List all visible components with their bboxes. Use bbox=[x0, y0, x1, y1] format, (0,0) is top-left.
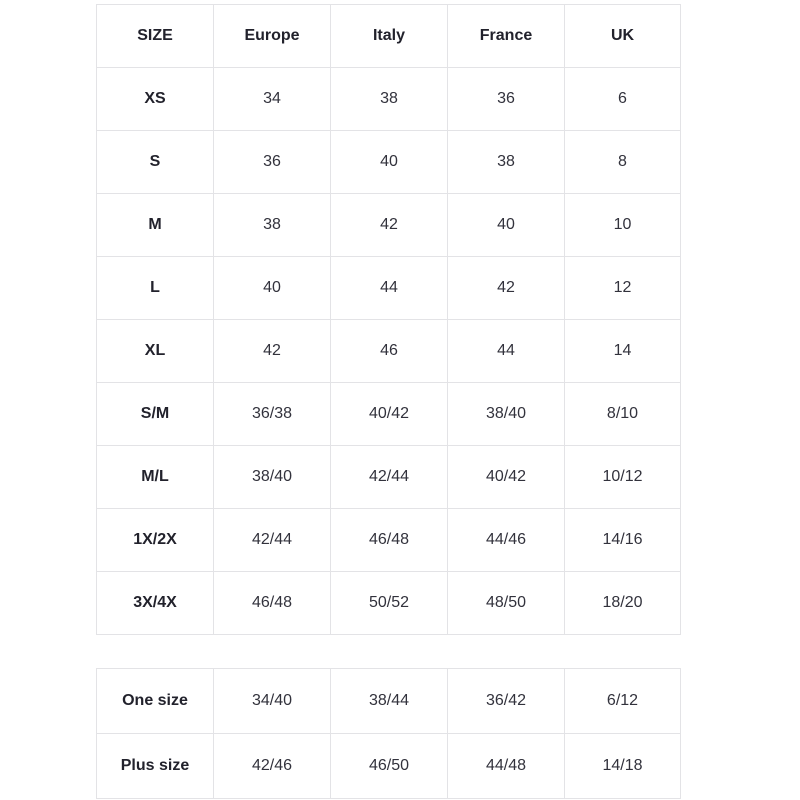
row-label: M/L bbox=[97, 446, 214, 509]
cell-france: 38/40 bbox=[448, 383, 565, 446]
column-header-france: France bbox=[448, 5, 565, 68]
cell-europe: 46/48 bbox=[214, 572, 331, 635]
cell-italy: 38/44 bbox=[331, 669, 448, 734]
row-label: XS bbox=[97, 68, 214, 131]
row-label: M bbox=[97, 194, 214, 257]
cell-uk: 6/12 bbox=[565, 669, 681, 734]
table-row bbox=[97, 131, 681, 194]
table-body bbox=[97, 68, 681, 635]
cell-italy: 44 bbox=[331, 257, 448, 320]
cell-france: 42 bbox=[448, 257, 565, 320]
row-label: S bbox=[97, 131, 214, 194]
cell-europe: 42 bbox=[214, 320, 331, 383]
column-header-size: SIZE bbox=[97, 5, 214, 68]
cell-europe: 42/46 bbox=[214, 734, 331, 799]
cell-europe: 36/38 bbox=[214, 383, 331, 446]
row-label: One size bbox=[97, 669, 214, 734]
table-body bbox=[97, 669, 681, 799]
cell-uk: 8/10 bbox=[565, 383, 681, 446]
table-row bbox=[97, 320, 681, 383]
table-row bbox=[97, 734, 681, 799]
cell-italy: 42/44 bbox=[331, 446, 448, 509]
cell-france: 36/42 bbox=[448, 669, 565, 734]
table-row bbox=[97, 669, 681, 734]
cell-italy: 46 bbox=[331, 320, 448, 383]
row-label: XL bbox=[97, 320, 214, 383]
table-row bbox=[97, 194, 681, 257]
cell-uk: 10 bbox=[565, 194, 681, 257]
cell-france: 48/50 bbox=[448, 572, 565, 635]
cell-europe: 38/40 bbox=[214, 446, 331, 509]
cell-italy: 40 bbox=[331, 131, 448, 194]
table-row bbox=[97, 257, 681, 320]
cell-europe: 36 bbox=[214, 131, 331, 194]
cell-italy: 46/48 bbox=[331, 509, 448, 572]
cell-france: 40/42 bbox=[448, 446, 565, 509]
cell-italy: 50/52 bbox=[331, 572, 448, 635]
cell-europe: 42/44 bbox=[214, 509, 331, 572]
row-label: Plus size bbox=[97, 734, 214, 799]
one-size-table bbox=[96, 668, 681, 799]
cell-uk: 10/12 bbox=[565, 446, 681, 509]
table-row bbox=[97, 572, 681, 635]
cell-europe: 34/40 bbox=[214, 669, 331, 734]
cell-italy: 46/50 bbox=[331, 734, 448, 799]
cell-uk: 14/18 bbox=[565, 734, 681, 799]
table-row bbox=[97, 68, 681, 131]
table-header bbox=[97, 5, 681, 68]
column-header-uk: UK bbox=[565, 5, 681, 68]
cell-europe: 40 bbox=[214, 257, 331, 320]
cell-uk: 6 bbox=[565, 68, 681, 131]
cell-france: 40 bbox=[448, 194, 565, 257]
cell-uk: 8 bbox=[565, 131, 681, 194]
cell-france: 44 bbox=[448, 320, 565, 383]
table-row bbox=[97, 383, 681, 446]
row-label: 3X/4X bbox=[97, 572, 214, 635]
size-conversion-table-container bbox=[96, 4, 680, 635]
cell-uk: 12 bbox=[565, 257, 681, 320]
cell-europe: 34 bbox=[214, 68, 331, 131]
cell-uk: 14 bbox=[565, 320, 681, 383]
cell-france: 38 bbox=[448, 131, 565, 194]
row-label: S/M bbox=[97, 383, 214, 446]
size-conversion-table bbox=[96, 4, 681, 635]
cell-france: 44/48 bbox=[448, 734, 565, 799]
cell-italy: 38 bbox=[331, 68, 448, 131]
cell-europe: 38 bbox=[214, 194, 331, 257]
cell-uk: 14/16 bbox=[565, 509, 681, 572]
column-header-italy: Italy bbox=[331, 5, 448, 68]
row-label: L bbox=[97, 257, 214, 320]
cell-italy: 40/42 bbox=[331, 383, 448, 446]
cell-uk: 18/20 bbox=[565, 572, 681, 635]
one-size-table-container bbox=[96, 668, 680, 799]
column-header-europe: Europe bbox=[214, 5, 331, 68]
table-row bbox=[97, 509, 681, 572]
table-header-row bbox=[97, 5, 681, 68]
table-row bbox=[97, 446, 681, 509]
row-label: 1X/2X bbox=[97, 509, 214, 572]
cell-italy: 42 bbox=[331, 194, 448, 257]
cell-france: 44/46 bbox=[448, 509, 565, 572]
cell-france: 36 bbox=[448, 68, 565, 131]
